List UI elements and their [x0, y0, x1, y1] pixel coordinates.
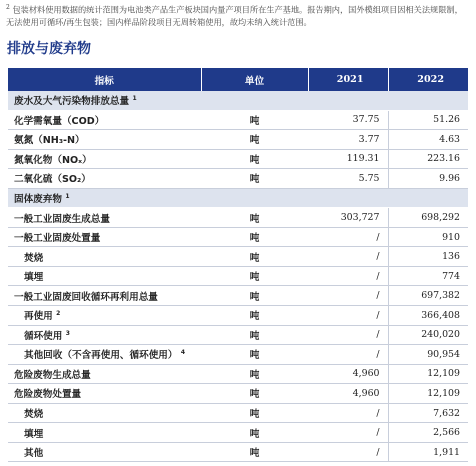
footnote-ref: 3	[65, 329, 70, 337]
row-unit: 吨	[201, 306, 308, 326]
table-row	[8, 325, 468, 345]
table-row	[8, 149, 468, 169]
row-unit: 吨	[201, 266, 308, 286]
value-2022: 366,408	[388, 306, 468, 326]
row-label	[8, 266, 201, 286]
value-2021: 37.75	[308, 110, 388, 130]
group-label-text: 废水及大气污染物排放总量	[14, 96, 130, 108]
value-2022: 51.26	[388, 110, 468, 130]
table-row	[8, 169, 468, 189]
row-label	[8, 403, 201, 423]
value-2021: /	[308, 247, 388, 267]
value-2021: 303,727	[308, 208, 388, 228]
table-row	[8, 266, 468, 286]
table-group-row	[8, 91, 468, 110]
group-label-text: 固体废弃物	[14, 194, 62, 205]
row-unit: 吨	[201, 169, 308, 189]
value-2021: 119.31	[308, 149, 388, 169]
value-2021: /	[308, 442, 388, 462]
row-label-text: 二氧化硫（SO₂）	[14, 174, 91, 186]
row-label-text: 一般工业固废回收循环再利用总量	[14, 291, 158, 303]
value-2022: 1,911	[388, 442, 468, 462]
row-unit: 吨	[201, 384, 308, 404]
footnote-text: 包装材料使用数据的统计范围为电池类产品生产板块国内量产项目所在生产基地。报告期内，国外模组项目因相关法规限制，无法使用可循环/再生包装；国内样品阶段项目无周转箱使用，故均未纳入统计范围。	[6, 4, 463, 27]
value-2021: /	[308, 266, 388, 286]
row-label-text: 其他	[24, 448, 44, 460]
table-row	[8, 384, 468, 404]
footnote-ref: 2	[56, 310, 61, 318]
row-unit: 吨	[201, 130, 308, 150]
value-2022: 4.63	[388, 130, 468, 150]
row-unit: 吨	[201, 403, 308, 423]
emissions-waste-table	[8, 68, 468, 462]
table-body	[8, 91, 468, 462]
row-unit: 吨	[201, 208, 308, 228]
row-label	[8, 345, 201, 365]
row-label-text: 再使用	[24, 311, 53, 323]
row-label	[8, 149, 201, 169]
row-label	[8, 286, 201, 306]
footnote-ref: 1	[132, 95, 137, 103]
row-label-text: 氨氮（NH₃-N）	[14, 135, 85, 147]
row-label-text: 氮氧化物（NOₓ）	[14, 154, 92, 166]
row-label-text: 填埋	[24, 428, 44, 440]
value-2022: 240,020	[388, 325, 468, 345]
table-row	[8, 247, 468, 267]
footnote-ref: 4	[180, 349, 186, 357]
row-label	[8, 130, 201, 150]
row-label-text: 一般工业固废生成总量	[14, 213, 110, 225]
value-2021: 4,960	[308, 384, 388, 404]
row-label-text: 循环使用	[24, 330, 63, 342]
value-2021: /	[308, 325, 388, 345]
row-unit: 吨	[201, 364, 308, 384]
footnote-ref: 1	[65, 192, 70, 200]
row-label-text: 一般工业固废处置量	[14, 233, 101, 245]
header-2021: 2021	[308, 68, 388, 91]
value-2022: 774	[388, 266, 468, 286]
row-label-text: 化学需氧量（COD）	[14, 115, 105, 127]
row-label	[8, 169, 201, 189]
value-2022: 12,109	[388, 384, 468, 404]
table-row	[8, 227, 468, 247]
row-label-text: 危险废物处置量	[14, 389, 82, 401]
group-label	[8, 188, 468, 208]
value-2021: /	[308, 423, 388, 443]
row-label	[8, 384, 201, 404]
table-row	[8, 345, 468, 365]
row-label-text: 焚烧	[24, 252, 44, 264]
row-unit: 吨	[201, 247, 308, 267]
row-unit: 吨	[201, 325, 308, 345]
table-row	[8, 110, 468, 130]
value-2022: 12,109	[388, 364, 468, 384]
table-row	[8, 403, 468, 423]
row-label	[8, 364, 201, 384]
value-2021: /	[308, 306, 388, 326]
row-unit: 吨	[201, 149, 308, 169]
row-label	[8, 442, 201, 462]
value-2022: 9.96	[388, 169, 468, 189]
table-row	[8, 423, 468, 443]
footnote	[6, 2, 470, 28]
header-2022: 2022	[388, 68, 468, 91]
table-row	[8, 208, 468, 228]
section-title: 排放与废弃物	[7, 41, 91, 57]
table-header-row	[8, 68, 468, 91]
value-2022: 698,292	[388, 208, 468, 228]
value-2022: 7,632	[388, 403, 468, 423]
row-unit: 吨	[201, 423, 308, 443]
table-row	[8, 442, 468, 462]
value-2022: 136	[388, 247, 468, 267]
table-row	[8, 306, 468, 326]
row-label	[8, 247, 201, 267]
row-label-text: 填埋	[24, 272, 44, 284]
row-label	[8, 227, 201, 247]
table-group-row	[8, 188, 468, 208]
value-2022: 223.16	[388, 149, 468, 169]
row-label-text: 焚烧	[24, 409, 44, 421]
table-row	[8, 130, 468, 150]
value-2021: 4,960	[308, 364, 388, 384]
value-2022: 697,382	[388, 286, 468, 306]
value-2021: 3.77	[308, 130, 388, 150]
row-label	[8, 110, 201, 130]
header-unit: 单位	[201, 68, 308, 91]
row-unit: 吨	[201, 110, 308, 130]
row-unit: 吨	[201, 286, 308, 306]
table-row	[8, 286, 468, 306]
row-unit: 吨	[201, 227, 308, 247]
row-unit: 吨	[201, 442, 308, 462]
value-2021: /	[308, 227, 388, 247]
table-row	[8, 364, 468, 384]
row-label	[8, 325, 201, 345]
value-2021: /	[308, 403, 388, 423]
footnote-marker: 2	[6, 4, 10, 11]
value-2021: /	[308, 345, 388, 365]
value-2021: /	[308, 286, 388, 306]
value-2022: 910	[388, 227, 468, 247]
value-2022: 90,954	[388, 345, 468, 365]
row-label	[8, 423, 201, 443]
row-label-text: 危险废物生成总量	[14, 369, 91, 381]
value-2022: 2,566	[388, 423, 468, 443]
row-label	[8, 306, 201, 326]
header-indicator: 指标	[8, 68, 201, 91]
group-label	[8, 91, 468, 110]
row-label	[8, 208, 201, 228]
row-unit: 吨	[201, 345, 308, 365]
row-label-text: 其他回收（不含再使用、循环使用）	[24, 350, 178, 362]
value-2021: 5.75	[308, 169, 388, 189]
